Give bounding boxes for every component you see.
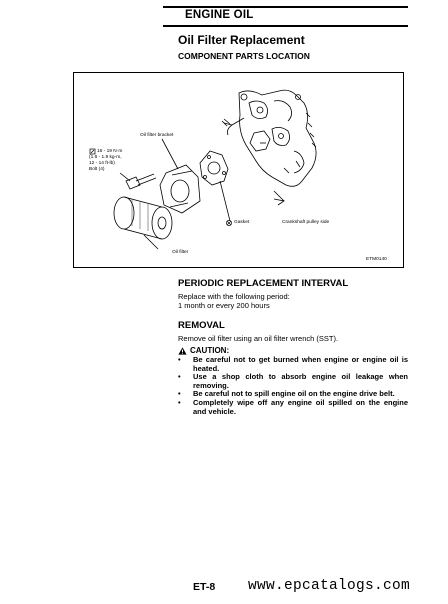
caution-item-text: Be careful not to get burned when engine or engine oil is heated. <box>193 355 408 373</box>
caution-header <box>178 346 408 355</box>
label-torque-4: Bolt (4) <box>89 167 105 172</box>
caution-list <box>178 356 408 416</box>
caution-block <box>178 346 408 416</box>
figure-code: ETM0140 <box>366 257 387 262</box>
periodic-line-2: 1 month or every 200 hours <box>178 301 270 310</box>
removal-text: Remove oil filter using an oil filter wrench (SST). <box>178 334 339 343</box>
component-diagram <box>73 72 404 268</box>
label-crankshaft-side: Crankshaft pulley side <box>282 220 330 225</box>
label-torque-2: (1.6 - 1.9 kg-m, <box>89 155 122 160</box>
watermark: www.epcatalogs.com <box>248 578 411 594</box>
list-item: • Use a shop cloth to absorb engine oil leakage when removing. <box>178 372 408 390</box>
warning-icon <box>178 347 187 355</box>
caution-item-text: Completely wipe off any engine oil spilled on the engine and vehicle. <box>193 397 408 416</box>
subsection-title: COMPONENT PARTS LOCATION <box>178 51 310 61</box>
caution-item-text: Be careful not to spill engine oil on the engine drive belt. <box>193 389 395 399</box>
section-header: ENGINE OIL <box>185 9 254 21</box>
label-torque-1: 16 - 19 N·m <box>97 149 123 154</box>
periodic-line-1: Replace with the following period: <box>178 292 290 301</box>
label-gasket: Gasket <box>234 220 250 225</box>
header-rule-bottom <box>163 25 408 27</box>
label-oil-filter: Oil filter <box>172 250 189 255</box>
label-oil-filter-bracket: Oil filter bracket <box>140 133 174 138</box>
periodic-heading: PERIODIC REPLACEMENT INTERVAL <box>178 278 349 289</box>
removal-heading: REMOVAL <box>178 320 225 331</box>
label-torque-3: 12 - 14 ft-lb) <box>89 161 115 166</box>
caution-item-text: Use a shop cloth to absorb engine oil leakage when removing. <box>193 372 408 390</box>
component-illustration <box>74 73 403 267</box>
page-number: ET-8 <box>193 581 216 593</box>
header-rule-top <box>163 6 408 8</box>
caution-label: CAUTION: <box>190 346 230 355</box>
section-title: Oil Filter Replacement <box>178 33 305 47</box>
list-item: • Completely wipe off any engine oil spilled on the engine and vehicle. <box>178 397 408 416</box>
list-item: • Be careful not to spill engine oil on the engine drive belt. <box>178 390 408 399</box>
list-item: • Be careful not to get burned when engine or engine oil is heated. <box>178 355 408 373</box>
